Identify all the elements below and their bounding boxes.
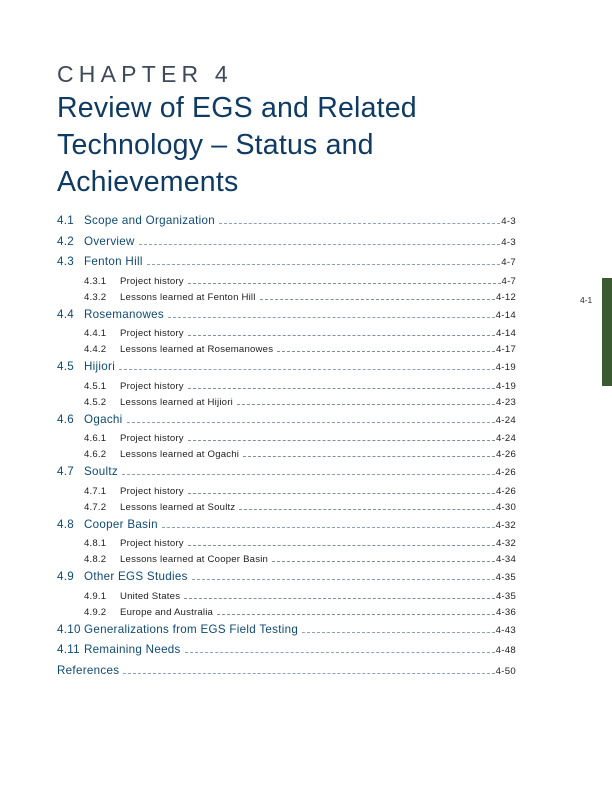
toc-leader-dashes (217, 613, 495, 615)
toc-leader-dashes (168, 316, 495, 318)
toc-entry-number: 4.2 (57, 234, 75, 248)
toc-entry-number: 4.5 (57, 360, 75, 373)
page-number: 4-1 (580, 295, 593, 305)
toc-subentry-title: Lessons learned at Rosemanowes (120, 344, 274, 355)
toc-subentry-page: 4-7 (501, 275, 516, 287)
toc-subentry[interactable] (57, 328, 516, 344)
toc-leader-dashes (119, 368, 495, 370)
toc-entry-number: 4.8 (57, 517, 75, 531)
toc-subentry-page: 4-26 (495, 485, 516, 497)
toc-entry-page: 4-3 (501, 236, 516, 248)
toc-subentry-page: 4-30 (495, 501, 516, 513)
toc-entry[interactable] (57, 413, 516, 434)
toc-subentry-number: 4.9.1 (84, 590, 107, 602)
toc-subentry-page: 4-12 (495, 291, 516, 303)
toc-leader-dashes (219, 222, 500, 224)
toc-subentry-page: 4-35 (495, 590, 516, 602)
toc-entry-page: 4-3 (501, 216, 516, 227)
toc-entry-page: 4-43 (495, 624, 516, 636)
toc-entry-title: References (57, 663, 120, 677)
toc-subentry-page: 4-17 (495, 344, 516, 355)
toc-entry-title: Cooper Basin (84, 517, 158, 531)
toc-entry-number: 4.9 (57, 570, 75, 583)
toc-entry-page: 4-19 (495, 362, 516, 373)
toc-leader-dashes (188, 387, 495, 389)
toc-leader-dashes (188, 334, 495, 336)
toc-entry[interactable] (57, 465, 516, 486)
toc-subentry-title: Project history (120, 485, 184, 497)
toc-leader-dashes (127, 421, 495, 423)
toc-leader-dashes (192, 578, 495, 580)
toc-leader-dashes (243, 455, 495, 457)
toc-entry-title: Generalizations from EGS Field Testing (84, 622, 299, 636)
toc-subentry-number: 4.3.1 (84, 275, 107, 287)
toc-subentry[interactable] (57, 433, 516, 449)
toc-subentry-number: 4.8.2 (84, 554, 107, 565)
toc-entry-title: Overview (84, 234, 135, 248)
toc-entry-page: 4-35 (495, 572, 516, 583)
toc-subentry-title: Project history (120, 433, 184, 444)
toc-entry[interactable] (57, 518, 516, 539)
toc-leader-dashes (277, 350, 495, 352)
toc-entry[interactable] (57, 214, 516, 235)
toc-entry-page: 4-14 (495, 309, 516, 321)
toc-subentry-title: United States (120, 590, 181, 602)
toc-entry-number: 4.11 (57, 643, 80, 656)
toc-subentry[interactable] (57, 607, 516, 623)
toc-subentry-number: 4.4.2 (84, 344, 107, 355)
toc-leader-dashes (188, 544, 495, 546)
toc-entry-page: 4-26 (495, 467, 516, 478)
toc-entry[interactable] (57, 570, 516, 591)
toc-subentry-number: 4.5.2 (84, 396, 107, 408)
toc-entry-title: Remaining Needs (84, 643, 181, 656)
toc-entry[interactable] (57, 360, 516, 381)
toc-subentry[interactable] (57, 554, 516, 570)
toc-subentry-title: Lessons learned at Cooper Basin (120, 554, 269, 565)
toc-leader-dashes (123, 672, 494, 674)
toc-subentry-number: 4.3.2 (84, 291, 107, 303)
toc-subentry-title: Project history (120, 380, 184, 392)
toc-entry-page: 4-24 (495, 414, 516, 426)
toc-subentry-page: 4-36 (495, 606, 516, 618)
toc-entry-title: Rosemanowes (84, 307, 164, 321)
toc-subentry-number: 4.7.1 (84, 485, 107, 497)
toc-subentry-title: Europe and Australia (120, 606, 214, 618)
toc-leader-dashes (139, 243, 501, 245)
toc-subentry-title: Project history (120, 328, 184, 339)
toc-subentry[interactable] (57, 502, 516, 518)
toc-entry-title: Scope and Organization (84, 214, 215, 227)
toc-subentry-page: 4-14 (495, 328, 516, 339)
toc-leader-dashes (185, 651, 495, 653)
toc-subentry-page: 4-32 (495, 538, 516, 549)
toc-subentry-number: 4.4.1 (84, 328, 107, 339)
toc-entry[interactable] (57, 308, 516, 329)
toc-subentry[interactable] (57, 276, 516, 292)
table-of-contents (57, 214, 516, 684)
toc-subentry-title: Project history (120, 538, 184, 549)
toc-subentry[interactable] (57, 381, 516, 397)
toc-leader-dashes (188, 492, 495, 494)
toc-subentry[interactable] (57, 449, 516, 465)
toc-subentry-title: Lessons learned at Ogachi (120, 449, 240, 460)
toc-subentry-page: 4-26 (495, 449, 516, 460)
toc-entry-number: 4.3 (57, 255, 75, 268)
toc-subentry-page: 4-23 (495, 396, 516, 408)
chapter-title: Review of EGS and Related Technology – Status and Achievements (57, 92, 417, 198)
toc-subentry-number: 4.6.2 (84, 449, 107, 460)
chapter-label: CHAPTER 4 (57, 61, 233, 87)
toc-subentry-number: 4.6.1 (84, 433, 107, 444)
toc-leader-dashes (184, 597, 495, 599)
toc-subentry-number: 4.7.2 (84, 501, 107, 513)
toc-entry-number: 4.1 (57, 214, 75, 227)
toc-entry-number: 4.7 (57, 465, 75, 478)
toc-subentry-page: 4-24 (495, 433, 516, 444)
toc-leader-dashes (147, 263, 501, 265)
toc-entry-number: 4.6 (57, 412, 75, 426)
toc-entry-number: 4.10 (57, 622, 81, 636)
toc-entry-title: Fenton Hill (84, 255, 143, 268)
toc-entry-number: 4.4 (57, 307, 75, 321)
toc-subentry-number: 4.5.1 (84, 380, 107, 392)
toc-leader-dashes (302, 631, 494, 633)
toc-leader-dashes (272, 560, 495, 562)
toc-entry[interactable] (57, 664, 516, 685)
toc-leader-dashes (122, 473, 495, 475)
toc-subentry-number: 4.9.2 (84, 606, 107, 618)
toc-subentry[interactable] (57, 486, 516, 502)
toc-subentry-page: 4-34 (495, 554, 516, 565)
toc-subentry-page: 4-19 (495, 380, 516, 392)
toc-subentry[interactable] (57, 292, 516, 308)
toc-entry-page: 4-48 (495, 645, 516, 656)
toc-entry-title: Other EGS Studies (84, 570, 188, 583)
toc-leader-dashes (188, 439, 495, 441)
toc-subentry[interactable] (57, 538, 516, 554)
toc-leader-dashes (239, 508, 495, 510)
toc-subentry-title: Lessons learned at Soultz (120, 501, 236, 513)
toc-entry-page: 4-32 (495, 519, 516, 531)
toc-leader-dashes (237, 403, 495, 405)
toc-leader-dashes (162, 526, 495, 528)
toc-leader-dashes (188, 282, 501, 284)
toc-subentry[interactable] (57, 397, 516, 413)
toc-subentry[interactable] (57, 344, 516, 360)
toc-entry-title: Ogachi (84, 412, 123, 426)
toc-subentry-number: 4.8.1 (84, 538, 107, 549)
toc-subentry[interactable] (57, 591, 516, 607)
toc-entry-title: Hijiori (84, 360, 116, 373)
toc-subentry-title: Lessons learned at Hijiori (120, 396, 233, 408)
toc-entry-page: 4-50 (495, 665, 516, 677)
toc-entry[interactable] (57, 643, 516, 664)
toc-entry-page: 4-7 (501, 257, 516, 268)
toc-subentry-title: Project history (120, 275, 184, 287)
toc-entry-title: Soultz (84, 465, 119, 478)
toc-entry[interactable] (57, 623, 516, 644)
toc-subentry-title: Lessons learned at Fenton Hill (120, 291, 256, 303)
toc-entry[interactable] (57, 235, 516, 256)
toc-leader-dashes (260, 298, 495, 300)
toc-entry[interactable] (57, 255, 516, 276)
chapter-tab-bar (602, 278, 612, 386)
